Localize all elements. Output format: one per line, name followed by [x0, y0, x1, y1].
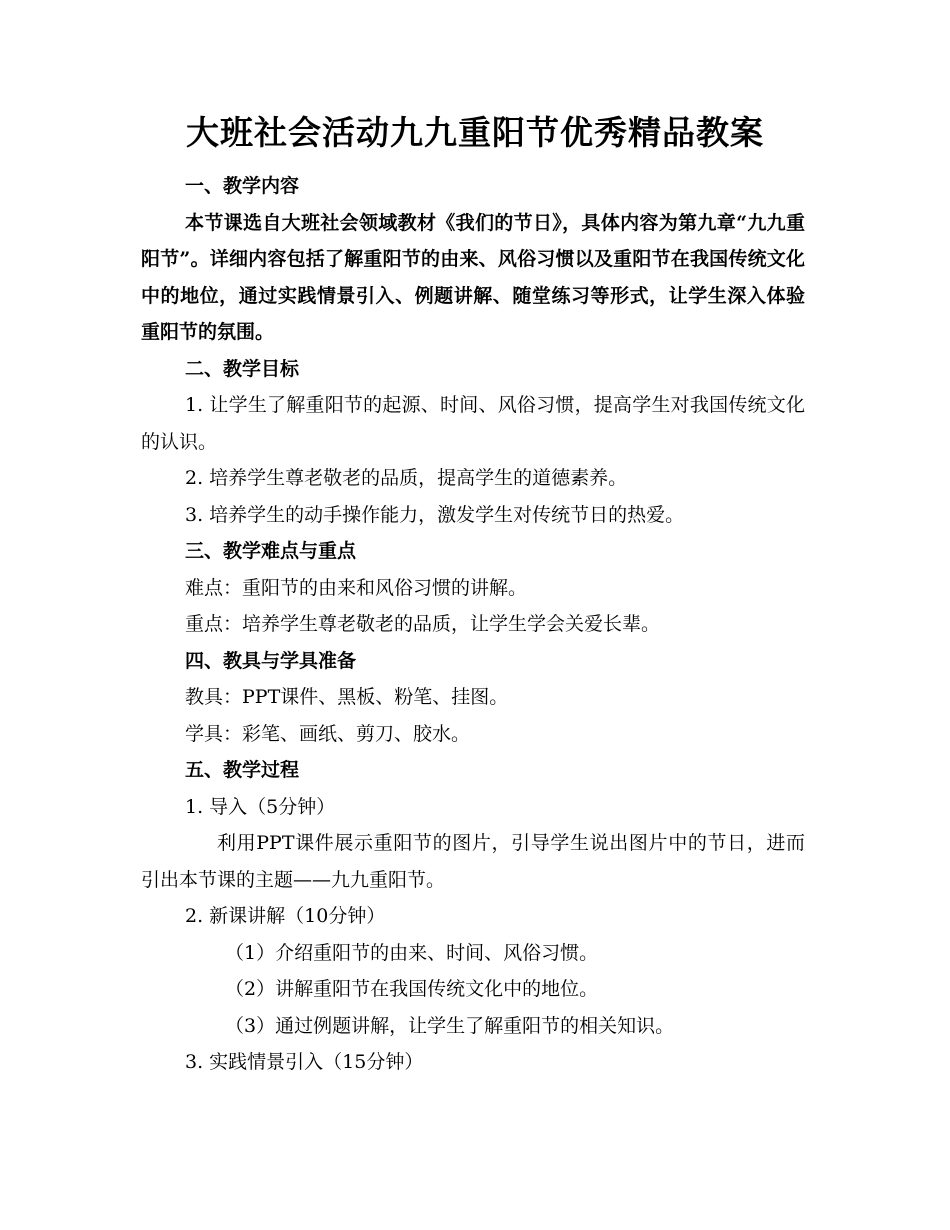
goal-item-2: 2. 培养学生尊老敬老的品质，提高学生的道德素养。 — [185, 467, 628, 489]
process-step-2-item-3: （3）通过例题讲解，让学生了解重阳节的相关知识。 — [225, 1014, 675, 1037]
process-step-1-body: 利用PPT课件展示重阳节的图片，引导学生说出图片中的节日，进而引出本节课的主题——九九重阳节。 — [141, 832, 805, 891]
section-heading-difficulty-key: 三、教学难点与重点 — [185, 540, 357, 562]
document-title: 大班社会活动九九重阳节优秀精品教案 — [186, 113, 764, 152]
process-step-2: 2. 新课讲解（10分钟） — [185, 905, 386, 927]
goal-item-1: 1. 让学生了解重阳节的起源、时间、风俗习惯，提高学生对我国传统文化的认识。 — [141, 394, 805, 453]
section-heading-tools: 四、教具与学具准备 — [185, 649, 357, 672]
process-step-2-item-1: （1）介绍重阳节的由来、时间、风俗习惯。 — [225, 941, 599, 964]
section-heading-teaching-goals: 二、教学目标 — [185, 357, 300, 380]
process-step-3: 3. 实践情景引入（15分钟） — [185, 1051, 424, 1073]
process-step-1: 1. 导入（5分钟） — [185, 795, 336, 818]
document-body — [141, 168, 805, 1081]
section-heading-process: 五、教学过程 — [185, 759, 300, 781]
teaching-content-paragraph: 本节课选自大班社会领域教材《我们的节日》，具体内容为第九章“九九重阳节”。详细内容包括了解重阳节的由来、风俗习惯以及重阳节在我国传统文化中的地位，通过实践情景引入、例题讲解、随堂练习等形式，让学生深入体验重阳节的氛围。 — [141, 211, 805, 343]
key-point: 重点：培养学生尊老敬老的品质，让学生学会关爱长辈。 — [185, 613, 661, 635]
process-step-2-item-2: （2）讲解重阳节在我国传统文化中的地位。 — [225, 978, 599, 1000]
student-tools: 学具：彩笔、画纸、剪刀、胶水。 — [185, 722, 471, 745]
teacher-tools: 教具：PPT课件、黑板、粉笔、挂图。 — [185, 686, 509, 708]
goal-item-3: 3. 培养学生的动手操作能力，激发学生对传统节日的热爱。 — [185, 503, 685, 526]
difficulty-point: 难点：重阳节的由来和风俗习惯的讲解。 — [185, 576, 528, 599]
section-heading-teaching-content: 一、教学内容 — [185, 175, 300, 197]
